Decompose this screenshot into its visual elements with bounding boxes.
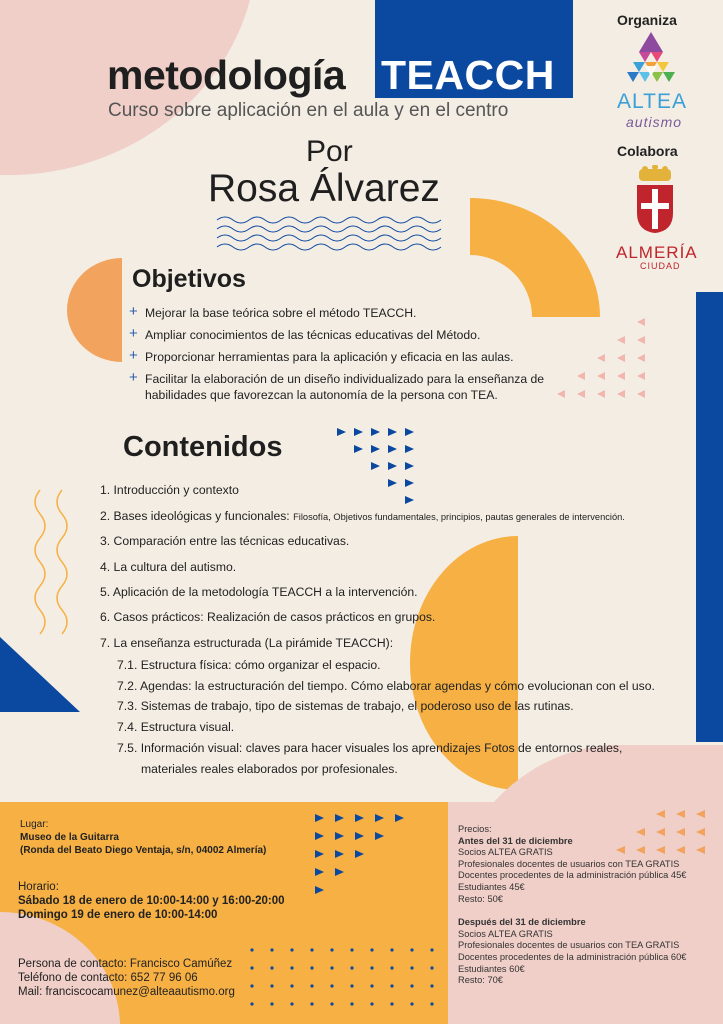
list-item: 6. Casos prácticos: Realización de casos prácticos en grupos. xyxy=(100,610,436,624)
objetivos-list xyxy=(129,305,569,409)
almeria-logo-text: ALMERÍA xyxy=(616,243,698,262)
price-line: Resto: 50€ xyxy=(458,893,503,904)
list-item: + Proporcionar herramientas para la aplicación y eficacia en las aulas. xyxy=(129,347,514,364)
precios-antes-title: Antes del 31 de diciembre xyxy=(458,835,573,846)
precios-despues-title: Después del 31 de diciembre xyxy=(458,917,586,928)
price-line: Resto: 70€ xyxy=(458,975,503,986)
list-item: 2. Bases ideológicas y funcionales: Filosofía, Objetivos fundamentales, principios, pautas generales de intervención. xyxy=(100,509,625,523)
page-title: metodología xyxy=(107,52,346,98)
list-item: 4. La cultura del autismo. xyxy=(100,560,237,574)
price-line: Docentes procedentes de la administración pública 60€ xyxy=(458,951,687,962)
title-highlight: TEACCH xyxy=(381,52,555,98)
almeria-shield-icon xyxy=(633,165,677,235)
wavy-lines xyxy=(217,217,441,250)
list-item: 3. Comparación entre las técnicas educativas. xyxy=(100,534,350,548)
plus-icon: + xyxy=(129,325,138,342)
list-item: + Ampliar conocimientos de las técnicas educativas del Método. xyxy=(129,325,481,342)
almeria-logo-subtext: CIUDAD xyxy=(640,261,681,271)
contact-phone: Teléfono de contacto: 652 77 96 06 xyxy=(18,972,198,984)
price-line: Estudiantes 45€ xyxy=(458,881,525,892)
price-line: Profesionales docentes de usuarios con TEA GRATIS xyxy=(458,858,680,869)
title-highlight-box xyxy=(375,0,573,98)
list-item: 7.4. Estructura visual. xyxy=(117,720,235,734)
plus-icon: + xyxy=(129,347,138,364)
price-line: Estudiantes 60€ xyxy=(458,963,525,974)
page-subtitle: Curso sobre aplicación en el aula y en el centro xyxy=(108,100,509,121)
lugar-label: Lugar: xyxy=(20,819,49,830)
blue-bar-right xyxy=(696,292,723,742)
precios-label: Precios: xyxy=(458,824,492,834)
pink-triangles xyxy=(557,318,645,398)
list-item: 7. La enseñanza estructurada (La pirámide TEACCH): xyxy=(100,636,394,650)
plus-icon: + xyxy=(129,303,138,320)
price-line: Docentes procedentes de la administración pública 45€ xyxy=(458,870,687,881)
list-item: materiales reales elaborados por profesionales. xyxy=(141,762,398,776)
horario-sunday: Domingo 19 de enero de 10:00-14:00 xyxy=(18,909,218,921)
price-line: Socios ALTEA GRATIS xyxy=(458,928,553,939)
horario-saturday: Sábado 18 de enero de 10:00-14:00 y 16:00-20:00 xyxy=(18,895,285,907)
list-item: 5. Aplicación de la metodología TEACCH a la intervención. xyxy=(100,585,418,599)
yellow-wavy-lines xyxy=(35,490,67,634)
contact-email[interactable]: Mail: franciscocamunez@alteaautismo.org xyxy=(18,986,235,998)
blue-dots-bottom xyxy=(250,948,433,1005)
list-item: 7.1. Estructura física: cómo organizar el espacio. xyxy=(117,658,381,672)
lugar-name: Museo de la Guitarra xyxy=(20,832,119,843)
altea-logo-text: ALTEA xyxy=(617,90,687,113)
altea-logo-subtext: autismo xyxy=(626,114,683,130)
contact-person: Persona de contacto: Francisco Camúñez xyxy=(18,958,233,970)
horario-label: Horario: xyxy=(18,881,59,893)
altea-logo-icon xyxy=(621,32,681,90)
precios-block xyxy=(458,824,686,987)
author-name: Rosa Álvarez xyxy=(208,167,440,210)
list-item: 1. Introducción y contexto xyxy=(100,483,239,497)
list-item: 7.5. Información visual: claves para hacer visuales los aprendizajes Fotos de entornos reales, xyxy=(117,741,623,755)
blue-triangles-bottom xyxy=(315,814,404,894)
price-line: Profesionales docentes de usuarios con TEA GRATIS xyxy=(458,940,680,951)
list-item: + Facilitar la elaboración de un diseño individualizado para la enseñanza de habilidades que favorezcan la autonomía de la persona con TEA. xyxy=(129,369,545,402)
blue-triangles-top xyxy=(337,428,414,504)
lugar-address: (Ronda del Beato Diego Ventaja, s/n, 04002 Almería) xyxy=(20,845,267,856)
contenidos-title: Contenidos xyxy=(123,431,283,463)
plus-icon: + xyxy=(129,369,138,386)
blue-triangle-left xyxy=(0,637,80,712)
orange-half-circle xyxy=(67,258,122,362)
list-item: 7.2. Agendas: la estructuración del tiempo. Cómo elaborar agendas y cómo evolucionan con el uso. xyxy=(117,679,655,693)
list-item: 7.3. Sistemas de trabajo, tipo de sistemas de trabajo, el poderoso uso de las rutinas. xyxy=(117,699,574,713)
list-item-detail: Filosofía, Objetivos fundamentales, principios, pautas generales de intervención. xyxy=(293,512,625,522)
list-item: + Mejorar la base teórica sobre el método TEACCH. xyxy=(129,303,417,320)
by-label: Por xyxy=(306,135,353,168)
price-line: Socios ALTEA GRATIS xyxy=(458,847,553,858)
organiza-label: Organiza xyxy=(617,12,677,28)
orange-quarter-circle xyxy=(470,198,600,317)
objetivos-title: Objetivos xyxy=(132,265,246,293)
colabora-label: Colabora xyxy=(617,143,678,159)
